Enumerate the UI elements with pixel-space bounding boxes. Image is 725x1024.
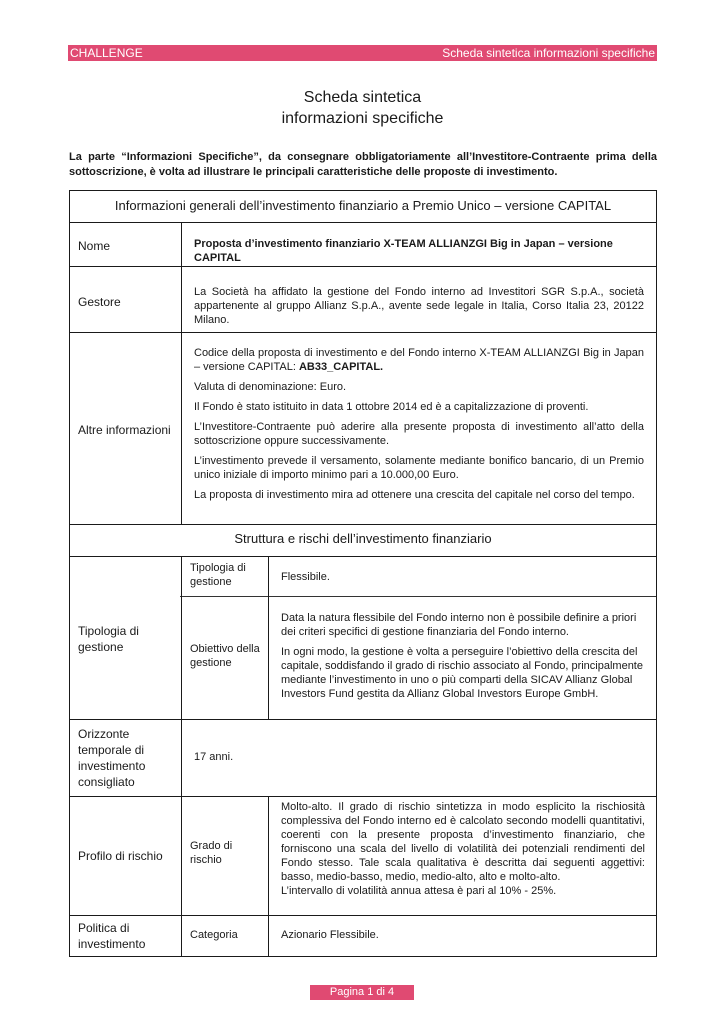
title-line-2: informazioni specifiche	[281, 110, 444, 127]
gestore-value: La Società ha affidato la gestione del Fondo interno ad Investitori SGR S.p.A., società appartenente al gruppo Allianz S.p.A., avente sede legale in Italia, Corso Italia 23, 20122 Milano.	[194, 286, 644, 326]
page-header	[68, 45, 657, 61]
grado-rischio-description: Molto-alto. Il grado di rischio sintetizza in modo esplicito la rischiosità complessiva del Fondo interno ed è calcolato secondo modelli quantitativi, coerenti con la presente proposta d’investimento finanziario, che forniscono una scala del livello di volatilità dei potenziali rendimenti del Fondo stesso. Tale scala qualitativa è descritta dai seguenti aggettivi: basso, medio-basso, medio, medio-alto, alto e molto-alto.	[281, 801, 645, 883]
orizzonte-value: 17 anni.	[194, 751, 234, 763]
valuta-paragraph: Valuta di denominazione: Euro.	[194, 381, 347, 393]
versamento-paragraph: L’investimento prevede il versamento, solamente mediante bonifico bancario, di un Premio unico iniziale di importo minimo pari a 10.000,00 Euro.	[194, 455, 644, 481]
codice-paragraph	[194, 346, 644, 374]
istituzione-paragraph: Il Fondo è stato istituito in data 1 ottobre 2014 ed è a capitalizzazione di proventi.	[194, 401, 589, 413]
obiettivo-paragraph-2: In ogni modo, la gestione è volta a perseguire l’obiettivo della crescita del capitale, soddisfando il grado di rischio associato al Fondo, principalmente mediante l’investimento in uno o più comparti della SICAV Allianz Global Investors Fund gestita da Allianz Global Investors Europe GmbH.	[281, 646, 643, 700]
intro-paragraph: La parte “Informazioni Specifiche”, da consegnare obbligatoriamente all’Investitore-Contraente prima della sottoscrizione, è volta ad illustrare le principali caratteristiche delle proposte di investimento.	[69, 151, 657, 178]
volatilita-intervallo: L’intervallo di volatilità annua attesa è pari al 10% - 25%.	[281, 885, 557, 897]
obiettivo-gestione-label: Obiettivo della gestione	[190, 643, 260, 669]
altre-informazioni-label: Altre informazioni	[78, 423, 171, 437]
document-title	[0, 87, 725, 129]
categoria-label: Categoria	[190, 929, 238, 941]
obiettivo-paragraph-1: Data la natura flessibile del Fondo interno non è possibile definire a priori dei criteri specifici di gestione finanziaria del Fondo interno.	[281, 612, 637, 638]
tipologia-sub-label: Tipologia di gestione	[190, 562, 246, 588]
tipologia-sub-value: Flessibile.	[281, 571, 330, 583]
codice-value: AB33_CAPITAL.	[298, 361, 384, 373]
page-number: Pagina 1 di 4	[310, 985, 414, 1000]
grado-rischio-value	[281, 800, 645, 898]
altre-informazioni-value	[194, 346, 644, 508]
section-general-title: Informazioni generali dell’investimento finanziario a Premio Unico – versione CAPITAL	[114, 198, 612, 213]
title-line-1: Scheda sintetica	[303, 89, 422, 106]
grado-rischio-label: Grado di rischio	[190, 840, 233, 866]
profilo-rischio-label: Profilo di rischio	[78, 849, 163, 863]
section-structure-title: Struttura e rischi dell’investimento finanziario	[234, 531, 492, 546]
obiettivo-gestione-value	[281, 611, 645, 707]
header-product-name: CHALLENGE	[70, 46, 143, 60]
obiettivo-paragraph: La proposta di investimento mira ad ottenere una crescita del capitale nel corso del tempo.	[194, 489, 635, 501]
info-table	[69, 190, 657, 957]
categoria-value: Azionario Flessibile.	[281, 929, 379, 941]
header-document-title: Scheda sintetica informazioni specifiche	[442, 46, 655, 60]
orizzonte-label: Orizzonte temporale di investimento consigliato	[78, 727, 146, 789]
nome-value: Proposta d’investimento finanziario X-TEAM ALLIANZGI Big in Japan – versione CAPITAL	[194, 238, 613, 264]
nome-label: Nome	[78, 239, 111, 253]
tipologia-gestione-label: Tipologia di gestione	[78, 624, 139, 654]
adesione-paragraph: L’Investitore-Contraente può aderire alla presente proposta di investimento all’atto della sottoscrizione oppure successivamente.	[194, 421, 644, 447]
gestore-label: Gestore	[78, 295, 121, 309]
codice-text: Codice della proposta di investimento e del Fondo interno X-TEAM ALLIANZGI Big in Japan – versione CAPITAL:	[194, 347, 644, 373]
politica-investimento-label: Politica di investimento	[78, 921, 146, 951]
